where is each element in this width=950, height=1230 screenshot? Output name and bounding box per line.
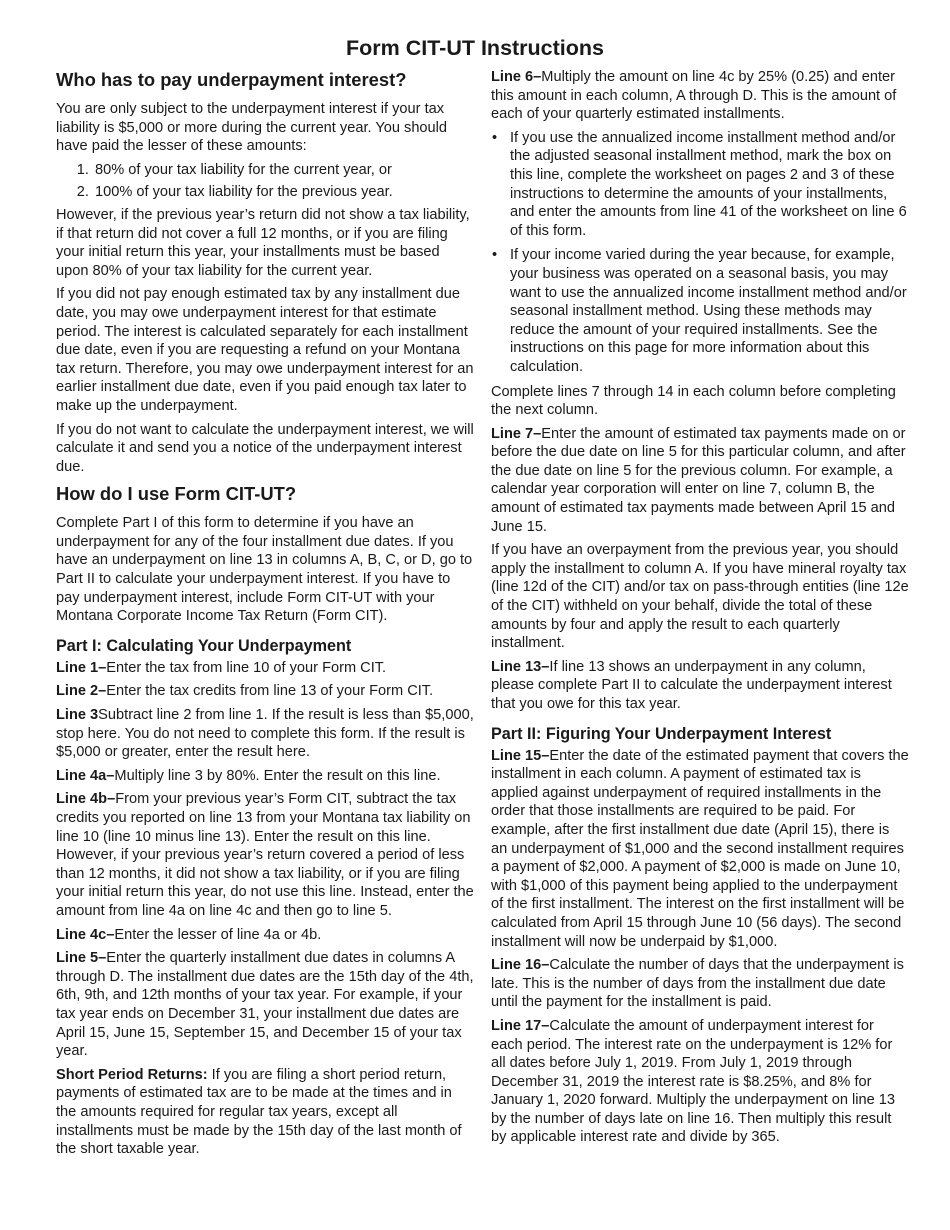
page-title: Form CIT-UT Instructions	[346, 36, 604, 60]
line-text: Enter the date of the estimated payment that covers the installment in each column. A payment of estimated tax is applied against underpayment of required installments in the order that those installments are required to be paid. For example, after the first installment due date (April 15), there is an underpayment of $1,000 and the second installment requires a payment of $2,000. A payment of $2,000 is made on June 10, with $1,000 of this payment being applied to the underpayment of the first installment. The interest on the first installment will be calculated from April 15 through June 10 (56 days). The second installment will now be underpaid by $1,000.	[491, 747, 909, 950]
line-2-instruction	[56, 682, 474, 701]
left-column	[56, 68, 474, 1164]
line-16-instruction	[491, 956, 909, 1012]
how-paragraph: Complete Part I of this form to determine if you have an underpayment for any of the four installment due dates. If you have an underpayment on line 13 in columns A, B, C, or D, go to Part II to calculate your underpayment interest. If you have to pay underpayment interest, include Form CIT-UT with your Montana Corporate Income Tax Return (Form CIT).	[56, 515, 473, 625]
line-text: Enter the tax from line 10 of your Form CIT.	[106, 659, 387, 676]
line-label: Line 16–	[491, 957, 550, 974]
line-label: Line 5–	[56, 950, 107, 967]
line-label: Line 4a–	[56, 767, 115, 784]
line-1-instruction	[56, 659, 474, 678]
line-5-instruction	[56, 949, 474, 1061]
line-label: Line 4c–	[56, 926, 115, 943]
line-17-instruction	[491, 1017, 909, 1147]
however-paragraph: However, if the previous year’s return did not show a tax liability, if that return did not cover a full 12 months, or if you are filing your initial return this year, your installments must be based upon 80% of your tax liability for the current year.	[56, 206, 470, 279]
line-label: Line 3	[56, 707, 99, 724]
line-label: Line 2–	[56, 683, 107, 700]
line-13-instruction	[491, 658, 909, 714]
heading-who-pays: Who has to pay underpayment interest?	[56, 69, 407, 90]
line-label: Line 17–	[491, 1017, 550, 1034]
line-text: Enter the lesser of line 4a or 4b.	[114, 926, 322, 943]
not-pay-paragraph: If you did not pay enough estimated tax by any installment due date, you may owe underpayment interest for that estimate period. The interest is calculated separately for each installment due date, even if you are requesting a refund on your Montana tax return. Therefore, you may owe underpayment interest for an earlier installment due date, even if you paid enough tax later to make up the underpayment.	[56, 286, 474, 414]
line-label: Line 13–	[491, 658, 550, 675]
line-text: Subtract line 2 from line 1. If the result is less than $5,000, stop here. You do not need to complete this form. If the result is $5,000 or greater, enter the result here.	[56, 707, 474, 761]
line-text: Enter the tax credits from line 13 of your Form CIT.	[106, 683, 434, 700]
right-column	[491, 68, 909, 1152]
line-3-instruction	[56, 706, 474, 762]
overpayment-paragraph: If you have an overpayment from the previous year, you should apply the installment to column A. If you have mineral royalty tax (line 12d of the CIT) and/or tax on pass-through entities (line 12e of the CIT) withheld on your behalf, divide the total of these amounts by four and apply the result to each quarterly installment.	[491, 542, 909, 652]
complete-paragraph: Complete lines 7 through 14 in each column before completing the next column.	[491, 383, 896, 419]
heading-how-use: How do I use Form CIT-UT?	[56, 483, 297, 505]
line-text: Enter the quarterly installment due dates in columns A through D. The installment due dates are the 15th day of the 4th, 6th, 9th, and 12th months of your tax year. For example, if your tax year ends on December 31, your installment due dates are April 15, June 15, September 15, and December 15 of your tax year.	[56, 950, 474, 1060]
list-item: • If you use the annualized income installment method and/or the adjusted seasonal installment method, mark the box on this line, complete the worksheet on pages 2 and 3 of these instructions to determine the amounts of your installments, and enter the amounts from line 41 of the worksheet on line 6 of this form.	[491, 129, 909, 241]
list-item: 1. 80% of your tax liability for the current year, or	[93, 161, 474, 180]
line-6-bullets	[491, 129, 909, 377]
liability-list	[56, 161, 474, 202]
line-label: Line 15–	[491, 747, 550, 764]
short-period-label: Short Period Returns:	[56, 1066, 208, 1083]
line-text: Multiply the amount on line 4c by 25% (0.25) and enter this amount in each column, A through D. This is the amount of each of your quarterly estimated installments.	[491, 69, 897, 123]
line-label: Line 4b–	[56, 791, 116, 808]
heading-part-2: Part II: Figuring Your Underpayment Interest	[491, 724, 832, 743]
line-4a-instruction	[56, 767, 474, 786]
line-6-instruction	[491, 68, 909, 124]
line-label: Line 6–	[491, 69, 542, 85]
list-item: • If your income varied during the year because, for example, your business was operated on a seasonal basis, you may want to use the annualized income installment method and/or seasonal installment method. Using these methods may reduce the amount of your required installments. See the instructions on this page for more information about this calculation.	[491, 246, 909, 376]
line-text: Calculate the amount of underpayment interest for each period. The interest rate on the underpayment is 12% for all dates before July 1, 2019. From July 1, 2019 through December 31, 2019 the interest rate is $8.25%, and 8% for January 1, 2020 forward. Multiply the underpayment on line 13 by the number of days late on line 16. Then multiply this result by applicable interest rate and divide by 365.	[491, 1017, 896, 1146]
line-text: Calculate the number of days that the underpayment is late. This is the number of days from the installment due date until the payment for the installment is paid.	[491, 957, 904, 1011]
intro-paragraph: You are only subject to the underpayment interest if your tax liability is $5,000 or more during the current year. You should have paid the lesser of these amounts:	[56, 101, 448, 155]
line-text: Multiply line 3 by 80%. Enter the result on this line.	[114, 767, 441, 784]
line-text: From your previous year’s Form CIT, subtract the tax credits you reported on line 13 from your Montana tax liability on line 10 (line 10 minus line 13). Enter the result on this line. However, if your previous year’s return covered a period of less than 12 months, it did not show a tax liability, or if you are filing your initial return this year, do not use this line. Instead, enter the amount from line 4a on line 4c and then go to line 5.	[56, 791, 474, 919]
line-text: Enter the amount of estimated tax payments made on or before the due date on line 5 for this particular column, and after the due date on line 5 for the previous column. For example, a calendar year corporation will enter on line 7, column B, the amount of estimated tax payments made between April 15 and June 15.	[491, 425, 906, 535]
line-4c-instruction	[56, 926, 474, 945]
line-7-instruction	[491, 425, 909, 537]
heading-part-1: Part I: Calculating Your Underpayment	[56, 636, 352, 655]
line-text: If line 13 shows an underpayment in any column, please complete Part II to calculate the underpayment interest that you owe for this tax year.	[491, 658, 892, 712]
line-label: Line 7–	[491, 425, 542, 442]
list-item: 2. 100% of your tax liability for the previous year.	[93, 183, 474, 202]
not-calculate-paragraph: If you do not want to calculate the underpayment interest, we will calculate it and send you a notice of the underpayment interest due.	[56, 421, 474, 475]
line-label: Line 1–	[56, 659, 107, 676]
line-15-instruction	[491, 747, 909, 952]
short-period-text: If you are filing a short period return, payments of estimated tax are to be made at the times and in the amounts required for regular tax years, except all installments must be made by the 15th day of the last month of the short taxable year.	[56, 1066, 462, 1158]
line-4b-instruction	[56, 790, 474, 920]
short-period-returns	[56, 1066, 474, 1159]
